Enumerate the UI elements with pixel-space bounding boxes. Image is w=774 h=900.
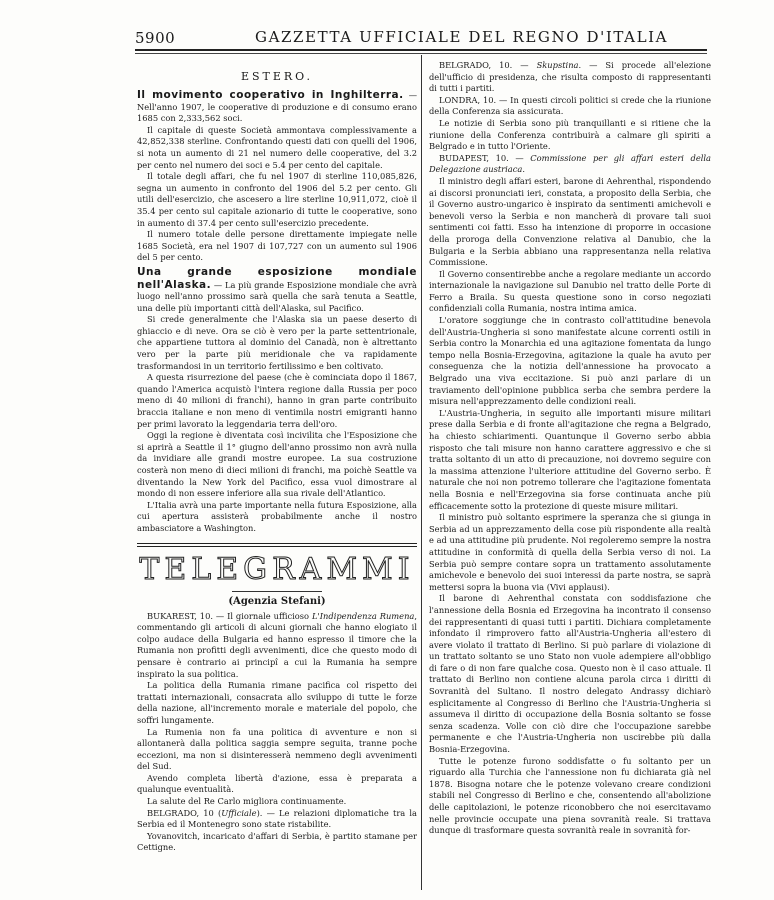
telegram-bukarest <box>137 611 417 681</box>
telegram-text: ). — Le relazioni diplomatiche tra la Serbia ed il Montenegro sono state ristabilite. <box>137 807 417 830</box>
telegram-text: , commentando gli articoli di alcuni giornali che hanno elogiato il colpo audace della Bulgaria ed hanno espresso il timore che la Rumania non profitti degli avvenimenti, dice che questo modo di pensare è contrario ai principî a cui la Rumania ha sempre inspirato la sua politica. <box>137 610 417 679</box>
column-separator <box>421 55 422 890</box>
article-coop-lead <box>137 89 417 125</box>
newspaper-name: L'Indipendenza Rumena <box>311 610 415 621</box>
article-paragraph: L'Italia avrà una parte importante nella futura Esposizione, alla cui apertura assisterà probabilmente anche il nostro ambasciatore a Washington. <box>137 499 417 533</box>
article-text: — Nell'anno 1907, le cooperative di produzione e di consumo erano 1685 con 2,333,562 soci. <box>137 90 417 124</box>
telegram-paragraph: Yovanovitch, incaricato d'affari di Serbia, è partito stamane per Cettigne. <box>137 830 417 853</box>
right-column <box>429 60 711 837</box>
telegram-dateline: BUKAREST, 10. — Il giornale ufficioso <box>147 610 312 621</box>
article-paragraph: Il capitale di queste Società ammontava complessivamente a 42,852,338 sterline. Confrontando questi dati con quelli del 1906, si nota un aumento di 21 nel numero delle cooperative, del 3.2 per cento nel numero dei soci e 5.4 per cento del capitale. <box>137 124 417 170</box>
telegram-paragraph: La Rumenia non fa una politica di avventure e non si allontanerà dalla politica saggia sempre seguita, tranne poche eccezioni, ma non si disinteresserà nemmeno degli avvenimenti del Sud. <box>137 726 417 772</box>
masthead-title: GAZZETTA UFFICIALE DEL REGNO D'ITALIA <box>255 28 669 46</box>
telegram-dateline: BELGRADO, 10. — <box>439 60 537 70</box>
telegram-paragraph: L'oratore soggiunge che in contrasto coll'attitudine benevola dell'Austria-Ungheria si sono manifestate alcune correnti ostili in Serbia contro la Monarchia ed una agitazione fomentata da lungo tempo nella Bosnia-Erzegovina, agitazione la quale ha avuto per conseguenza che la notizia dell'annessione ha provocato a Belgrado una viva eccitazione. Si può anzi parlare di un traviamento dell'opinione pubblica serba che sembra perdere la misura nell'apprezzamento delle condizioni reali. <box>429 315 711 407</box>
article-alaska-lead <box>137 266 417 314</box>
telegram-paragraph: La salute del Re Carlo migliora continuamente. <box>147 796 347 807</box>
telegram-belgrado-official <box>137 808 417 831</box>
article-text: — La più grande Esposizione mondiale che avrà luogo nell'anno prossimo sarà quella che sarà tenuta a Seattle, una delle più importanti città dell'Alaska, sul Pacifico. <box>137 279 417 313</box>
telegram-tag: Skupstina <box>536 60 579 70</box>
section-title-estero: ESTERO. <box>240 70 314 83</box>
telegram-belgrado-skupstina <box>429 60 711 95</box>
header-rule-thin <box>135 53 707 54</box>
telegram-paragraph: Il Governo consentirebbe anche a regolare mediante un accordo internazionale la navigazione sul Danubio nel tratto delle Porte di Ferro a Braila. Su questa questione sono in corso negoziati confidenziali colla Rumania, nostra intima amica. <box>429 268 711 314</box>
article-paragraph: Si crede generalmente che l'Alaska sia un paese deserto di ghiaccio e di neve. Ora se ciò è vero per la parte settentrionale, che appartiene tuttora al dominio del Canadà, non è altrettanto vero per la parte più meridionale che va rapidamente trasformandosi in un territorio fertilissimo e ben coltivato. <box>137 314 417 371</box>
telegram-paragraph: L'Austria-Ungheria, in seguito alle importanti misure militari prese dalla Serbia e di fronte all'agitazione che regna a Belgrado, ha chiesto schiarimenti. Quantunque il Governo serbo abbia risposto che tali misure non hanno carattere aggressivo e che si tratta soltanto di un atto di precauzione, noi dovremo seguire con la massima attenzione l'ulteriore attitudine del Governo serbo. È naturale che noi non potremo tollerare che l'agitazione fomentata nella Bosnia e nell'Erzegovina sia forse continuata anche più efficacemente sotto la protezione di queste misure militari. <box>429 407 711 511</box>
article-paragraph: Oggi la regione è diventata così incivilita che l'Esposizione che si aprirà a Seattle il 1° giugno dell'anno prossimo non avrà nulla da invidiare alle grandi mostre europee. La sua costruzione costerà non meno di dieci milioni di franchi, ma poichè Seattle va diventando la New York del Pacifico, essa vuol dimostrare al mondo di non essere inferiore alla sua rivale dell'Atlantico. <box>137 430 417 499</box>
article-paragraph: Il numero totale delle persone direttamente impiegate nelle 1685 Società, era nel 1907 di 107,727 con un aumento sul 1906 del 5 per cento. <box>137 229 417 263</box>
article-heading-coop: Il movimento cooperativo in Inghilterra. <box>137 89 404 101</box>
agency-label: (Agenzia Stefani) <box>228 595 326 607</box>
telegram-budapest <box>429 153 711 176</box>
telegram-paragraph: La politica della Rumania rimane pacifica col rispetto dei trattati internazionali, consacrata allo sviluppo di tutte le forze della nazione, all'incremento morale e materiale del popolo, che soffri lungamente. <box>137 680 417 725</box>
telegram-dateline: BUDAPEST, 10. — <box>439 152 531 163</box>
article-heading-alaska: Una grande esposizione mondiale nell'Alaska. <box>137 265 417 291</box>
telegram-tag: Ufficiale <box>221 807 257 818</box>
title-underline <box>232 591 322 592</box>
page-number: 5900 <box>135 29 176 47</box>
telegram-tag: Commissione per gli affari esteri della Delegazione austriaca. <box>429 152 711 175</box>
telegram-dateline: BELGRADO, 10 ( <box>147 807 222 818</box>
page-header <box>135 27 705 49</box>
telegram-paragraph: Le notizie di Serbia sono più tranquillanti e si ritiene che la riunione della Conferenza contribuirà a calmare gli spiriti a Belgrado e in tutto l'Oriente. <box>429 117 711 152</box>
left-column <box>137 60 417 854</box>
telegram-paragraph: Il barone di Aehrenthal constata con soddisfazione che l'annessione della Bosnia ed Erzegovina ha incontrato il consenso dei rappresentanti di quasi tutti i partiti. Dichiara completamente infondato il rimprovero fatto all'Austria-Ungheria all'estero di avere violato il trattato di Berlino. Si può parlare di violazione di un trattato soltanto se uno Stato non vuole adempiere all'obbligo di fare o di non fare qualche cosa. Questo non è il caso attuale. Il trattato di Berlino non contiene alcuna parola circa i diritti di Sovranità del Sultano. Il nostro delegato Andrassy dichiarò esplicitamente al Congresso di Berlino che l'Austria-Ungheria si assumeva il diritto di occupazione della Bosnia soltanto se fosse senza scadenza. Volle con ciò dire che l'occupazione sarebbe permanente e che l'Austria-Ungheria non uscirebbe più dalla Bosnia-Erzegovina. <box>429 593 711 755</box>
article-paragraph: Il totale degli affari, che fu nel 1907 di sterline 110,085,826, segna un aumento in confronto del 1906 del 5.2 per cento. Gli utili dell'esercizio, che ascesero a lire sterline 10,911,072, cioè il 35.4 per cento sul capitale azionario di tutte le cooperative, sono in aumento di 37.4 per cento sull'esercizio precedente. <box>137 171 417 228</box>
telegram-paragraph: Avendo completa libertà d'azione, essa è preparata a qualunque eventualità. <box>137 772 417 795</box>
header-rule <box>135 49 707 51</box>
telegram-paragraph: Tutte le potenze furono soddisfatte o fu soltanto per un riguardo alla Turchia che l'annessione non fu dichiarata già nel 1878. Bisogna notare che le potenze volevano creare condizioni stabili nel Congresso di Berlino e che, consentendo all'abolizione delle capitolazioni, le potenze riconobbero che noi esercitavamo nelle provincie occupate una piena sovranità reale. Si trattava dunque di trasformare questa sovranità reale in sovranità for- <box>429 755 711 836</box>
article-paragraph: A questa risurrezione del paese (che è cominciata dopo il 1867, quando l'America acquistò l'intera regione dalla Russia per poco meno di 40 milioni di franchi), hanno in gran parte contribuito braccia italiane e non meno di ventimila nostri emigranti hanno per primi lavorato la leggendaria terra dell'oro. <box>137 372 417 429</box>
telegram-paragraph: Il ministro può soltanto esprimere la speranza che si giunga in Serbia ad un apprezzamento della cose più rispondente alla realtà e ad una attitudine più prudente. Noi regoleremo sempre la nostra attitudine in conformità di quella della Serbia verso di noi. La Serbia può sempre contare sopra un trattamento assolutamente amichevole e benevolo dei suoi interessi da parte nostra, se saprà mettersi sopra la buona via (Vivi applausi). <box>429 512 711 592</box>
telegram-text: . — Si procede all'elezione dell'ufficio di presidenza, che risulta composto di rappresentanti di tutti i partiti. <box>429 60 711 94</box>
telegram-londra: LONDRA, 10. — In questi circoli politici si crede che la riunione della Conferenza sia assicurata. <box>429 94 711 117</box>
section-divider <box>137 543 417 547</box>
telegram-paragraph: Il ministro degli affari esteri, barone di Aehrenthal, rispondendo ai discorsi pronunciati ieri, constata, a proposito della Serbia, che il Governo austro-ungarico è inspirato da sentimenti amichevoli e benevoli verso la Serbia e non mancherà di provare tali suoi sentimenti coi fatti. Esso ha intenzione di proporre in occasione della proroga della Convenzione relativa al Danubio, che la Bulgaria e la Serbia abbiano una rappresentanza nella relativa Commissione. <box>429 175 711 268</box>
telegrammi-title: TELEGRAMMI <box>139 551 415 587</box>
